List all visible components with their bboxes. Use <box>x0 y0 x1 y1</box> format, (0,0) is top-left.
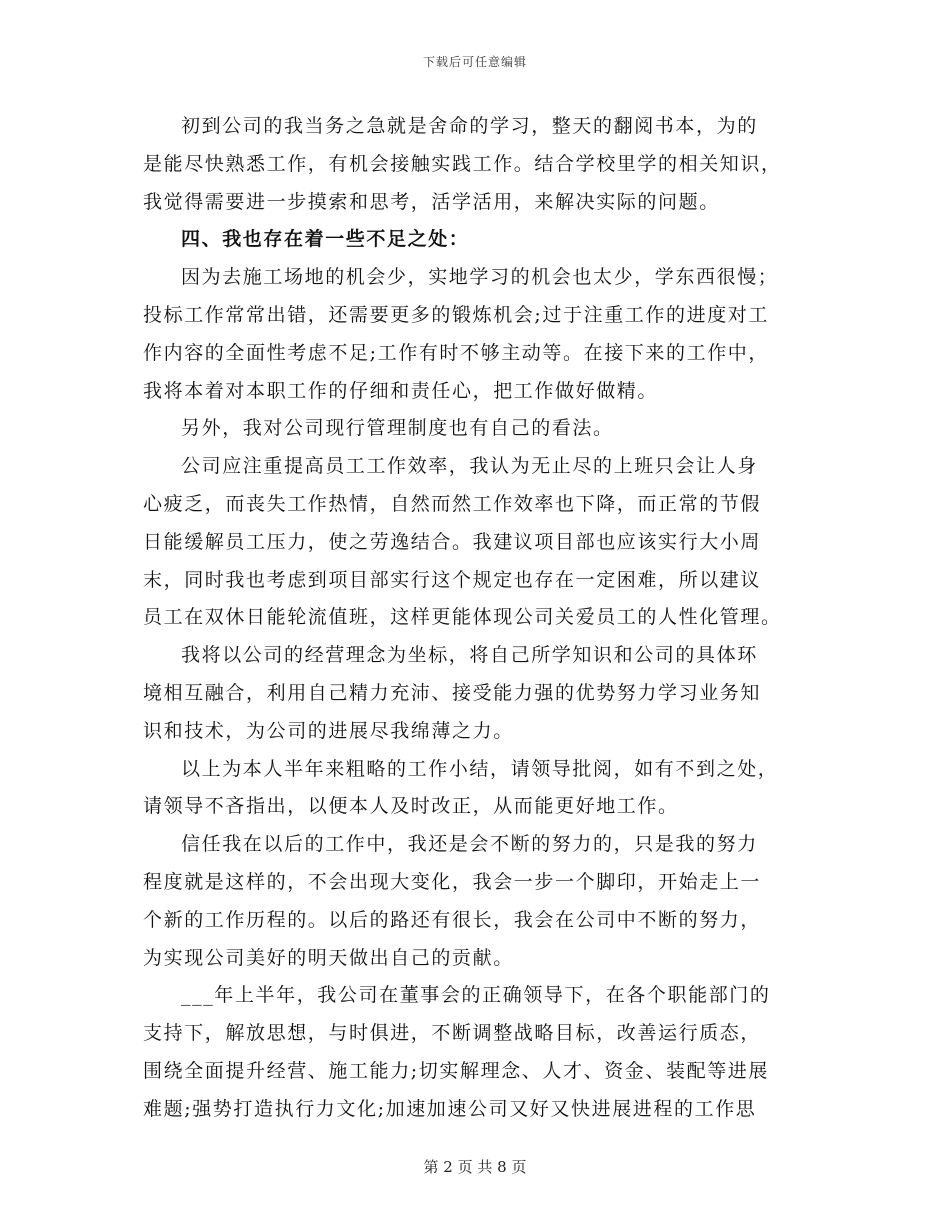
text-line: ___年上半年，我公司在董事会的正确领导下，在各个职能部门的 <box>181 984 771 1007</box>
paragraph-2 <box>143 259 813 410</box>
text-line: 另外，我对公司现行管理制度也有自己的看法。 <box>181 417 614 440</box>
text-line: 是能尽快熟悉工作，有机会接触实践工作。结合学校里学的相关知识， <box>143 152 782 175</box>
text-line: 为实现公司美好的明天做出自己的贡献。 <box>143 946 514 969</box>
document-body <box>143 108 813 1129</box>
text-line: 我将本着对本职工作的仔细和责任心，把工作做好做精。 <box>143 379 659 402</box>
text-line: 末，同时我也考虑到项目部实行这个规定也存在一定困难，所以建议 <box>143 568 762 591</box>
page-header-note: 下载后可任意编辑 <box>422 55 527 69</box>
text-line: 围绕全面提升经营、施工能力;切实解理念、人才、资金、装配等进展 <box>143 1059 770 1082</box>
page-number-footer: 第 2 页 共 8 页 <box>423 1158 527 1176</box>
text-line: 请领导不吝指出，以便本人及时改正，从而能更好地工作。 <box>143 795 679 818</box>
paragraph-6 <box>143 751 813 827</box>
paragraph-8 <box>143 977 813 1128</box>
text-line: 投标工作常常出错，还需要更多的锻炼机会;过于注重工作的进度对工 <box>143 303 770 326</box>
text-line: 程度就是这样的，不会出现大变化，我会一步一个脚印，开始走上一 <box>143 870 762 893</box>
text-line: 心疲乏，而丧失工作热情，自然而然工作效率也下降，而正常的节假 <box>143 492 762 515</box>
text-line: 难题;强势打造执行力文化;加速加速公司又好又快进展进程的工作思 <box>143 1097 757 1120</box>
text-line: 我将以公司的经营理念为坐标，将自己所学知识和公司的具体环 <box>181 644 758 667</box>
paragraph-7 <box>143 826 813 977</box>
section-heading-4 <box>143 221 813 259</box>
text-line: 识和技术，为公司的进展尽我绵薄之力。 <box>143 719 514 742</box>
text-line: 支持下，解放思想，与时俱进，不断调整战略目标，改善运行质态， <box>143 1022 762 1045</box>
text-line: 因为去施工场地的机会少，实地学习的机会也太少，学东西很慢； <box>181 266 779 289</box>
text-line: 日能缓解员工压力，使之劳逸结合。我建议项目部也应该实行大小周 <box>143 530 762 553</box>
text-line: 公司应注重提高员工工作效率，我认为无止尽的上班只会让人身 <box>181 455 758 478</box>
text-line: 信任我在以后的工作中，我还是会不断的努力的，只是我的努力 <box>181 833 758 856</box>
text-line: 初到公司的我当务之急就是舍命的学习，整天的翻阅书本，为的 <box>181 115 758 137</box>
text-line: 以上为本人半年来粗略的工作小结，请领导批阅，如有不到之处， <box>181 757 779 780</box>
paragraph-5 <box>143 637 813 750</box>
text-line: 员工在双休日能轮流值班，这样更能体现公司关爱员工的人性化管理。 <box>143 606 782 629</box>
paragraph-4 <box>143 448 813 637</box>
text-line: 我觉得需要进一步摸索和思考，活学活用，来解决实际的问题。 <box>143 190 720 213</box>
paragraph-3 <box>143 410 813 448</box>
text-line: 四、我也存在着一些不足之处： <box>181 228 470 251</box>
paragraph-1 <box>143 108 813 221</box>
text-line: 境相互融合，利用自己精力充沛、接受能力强的优势努力学习业务知 <box>143 681 762 704</box>
text-line: 作内容的全面性考虑不足;工作有时不够主动等。在接下来的工作中， <box>143 341 770 364</box>
text-line: 个新的工作历程的。以后的路还有很长，我会在公司中不断的努力， <box>143 908 762 931</box>
